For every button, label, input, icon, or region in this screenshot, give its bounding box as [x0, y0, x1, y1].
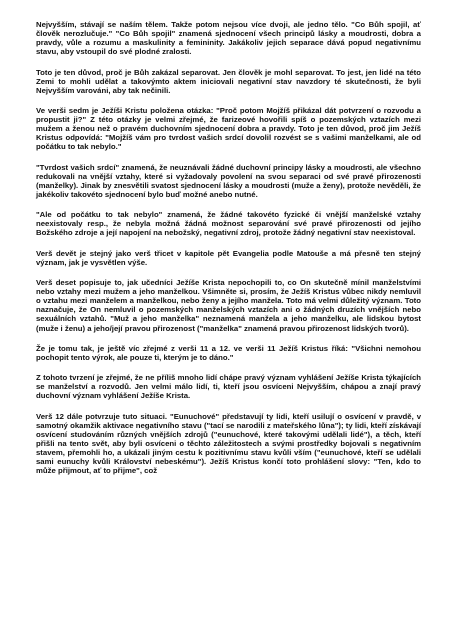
paragraph-5: "Ale od počátku to tak nebylo" znamená, že žádné takovéto fyzické či vnější manželské vztahy neexistovaly resp., že nebyla možná žádná možnost separování své pravé přirozenosti od jejího Božského zdroje a její napojení na nebožský, negativní zdroj, protože žádný negativní stav neexistoval. — [36, 210, 421, 238]
document-page — [36, 20, 421, 487]
paragraph-3: Ve verši sedm je Ježíši Kristu položena otázka: "Proč potom Mojžíš přikázal dát potvrzení o rozvodu a propustit ji?" Z této otázky je velmi zřejmé, že farizeové hovořili spíš o pozemských vztazích mezi mužem a ženou než o pravém duchovním sjednocení dobra a pravdy. Toto je ten důvod, proč jim Ježíš Kristus odpovídá: "Mojžíš vám pro tvrdost vašich srdcí dovolil rozvést se s vašimi manželkami, ale od počátku to tak nebylo." — [36, 106, 421, 152]
paragraph-8: Že je tomu tak, je ještě víc zřejmé z verši 11 a 12. ve verši 11 Ježíš Kristus říká: "Všichni nemohou pochopit tento výrok, ale pouze ti, kterým je to dáno." — [36, 343, 421, 362]
paragraph-6: Verš devět je stejný jako verš třicet v kapitole pět Evangelia podle Matouše a má přesně ten stejný význam, jak je vysvětlen výše. — [36, 248, 421, 267]
paragraph-4: "Tvrdost vašich srdcí" znamená, že neuznávali žádné duchovní principy lásky a moudrosti, ale všechno redukovali na vnější vztahy, které si vyžadovaly povolení na svou separaci od své pravé přirozenosti (manželky). Jinak by znesvětili svatost sjednocení lásky a moudrosti (muže a ženy), protože nevěděli, že jakékoliv takovéto sjednocení bylo buď možné anebo nutné. — [36, 162, 421, 199]
paragraph-1: Nejvyšším, stávají se naším tělem. Takže potom nejsou více dvoji, ale jedno tělo. "Co Bůh spojil, ať člověk nerozlučuje." "Co Bůh spojil" znamená sjednocení všech principů lásky a moudrosti, dobra a pravdy, vůle a rozumu a maskulinity a femininity. Jakákoliv jejich separace dává popud negativnímu stavu, aby vstoupil do své plodné zralosti. — [36, 20, 421, 57]
paragraph-9: Z tohoto tvrzení je zřejmé, že ne příliš mnoho lidí chápe pravý význam vyhlášení Ježíše Krista týkajících se manželství a rozvodů. Jen velmi málo lidí, ti, kteří jsou osvíceni Nejvyšším, chápou a znají pravý duchovní význam vyhlášení Ježíše Krista. — [36, 373, 421, 401]
paragraph-2: Toto je ten důvod, proč je Bůh zakázal separovat. Jen člověk je mohl separovat. To jest, jen lidé na této Zemi to mohli udělat a takovýmto aktem iniciovali negativní stav navzdory té skutečnosti, že byli Nejvyšším varováni, aby tak nečinili. — [36, 67, 421, 95]
paragraph-7: Verš deset popisuje to, jak učedníci Ježíše Krista nepochopili to, co On skutečně mínil manželstvími nebo vztahy mezi mužem a jeho manželkou. Všimněte si, prosím, že Ježíš Kristus vůbec nikdy nemluvil o vztahu mezi manželem a manželkou, nebo ženy a jejího manžela. Toto má velmi důležitý význam. Toto naznačuje, že On nemluvil o pozemských manželských vztazích ani o žádných druzích vnějších nebo sexuálních vztahů. "Muž a jeho manželka" neznamená manžela a jeho manželku, ale lidskou bytost (muže i ženu) a jeho/její pravou přirozenost ("manželka" znamená pravou přirozenost lidských tvorů). — [36, 278, 421, 333]
paragraph-10: Verš 12 dále potvrzuje tuto situaci. "Eunuchové" představují ty lidi, kteří usilují o osvícení v pravdě, v samotný okamžik aktivace negativního stavu ("tací se narodili z mateřského lůna"); ty lidi, kteří získávají osvícení studováním různých vnějších zdrojů ("eunuchové, které takovými udělali lidé"), a těch, kteří přišli na tento svět, aby byli osvíceni o těchto záležitostech a svými prostředky bojovali s negativním stavem, přemohli ho, a ukázali jiným cestu k pozitivnímu stavu kvůli vším ("eunuchové, kteří se udělali sami eunuchy kvůli Království nebeskému"). Ježíš Kristus končí toto prohlášení slovy: "Ten, kdo to může přijmout, ať to přijme", což — [36, 411, 421, 476]
